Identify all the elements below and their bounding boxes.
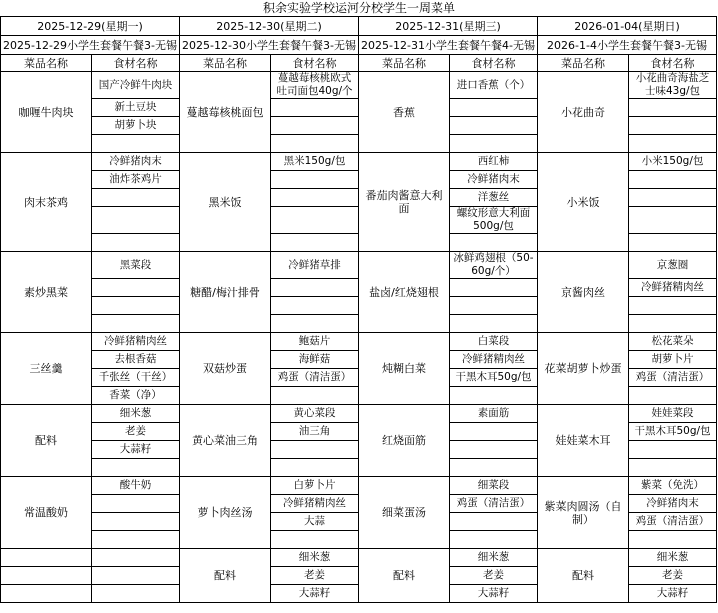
ingredient-cell: 细米葱 — [629, 549, 717, 567]
dish-name: 萝卜肉丝汤 — [180, 477, 271, 549]
ingredient-cell: 冷鲜猪精肉丝 — [450, 351, 538, 369]
ingredient-cell — [450, 135, 538, 153]
ingredient-cell: 鸡蛋（清洁蛋） — [271, 369, 359, 387]
ingredient-cell — [450, 441, 538, 459]
meal-label-1: 2025-12-30小学生套餐午餐3-无锡 — [180, 36, 359, 55]
ingredient-cell: 冷鲜猪肉末 — [92, 153, 180, 171]
ingredient-cell: 白萝卜片 — [271, 477, 359, 495]
ingredient-cell: 大蒜籽 — [629, 585, 717, 603]
ingredient-cell: 香菜（净） — [92, 387, 180, 405]
ingredient-cell — [450, 387, 538, 405]
dish-name: 花菜胡萝卜炒蛋 — [538, 333, 629, 405]
ingredient-cell: 冷鲜猪草排 — [271, 252, 359, 279]
ingredient-cell: 冷鲜猪精肉丝 — [92, 333, 180, 351]
ingredient-cell — [271, 117, 359, 135]
ingredient-cell — [450, 297, 538, 315]
ingredient-cell — [92, 207, 180, 234]
ingredient-cell: 大蒜籽 — [271, 585, 359, 603]
ingredient-cell — [92, 459, 180, 477]
ingredient-cell: 洋葱丝 — [450, 189, 538, 207]
ingredient-cell: 黄心菜段 — [271, 405, 359, 423]
ingredient-cell: 老姜 — [92, 423, 180, 441]
col-dish-header: 菜品名称 — [538, 55, 629, 72]
dish-name: 咖喱牛肉块 — [1, 72, 92, 153]
ingredient-cell: 老姜 — [629, 567, 717, 585]
ingredient-cell — [271, 234, 359, 252]
ingredient-cell — [629, 234, 717, 252]
dish-name: 红烧面筋 — [359, 405, 450, 477]
menu-table — [0, 16, 717, 603]
ingredient-cell — [629, 171, 717, 189]
ingredient-cell — [271, 207, 359, 234]
ingredient-cell — [629, 135, 717, 153]
ingredient-cell — [450, 234, 538, 252]
empty-cell — [92, 585, 180, 603]
ingredient-cell: 细菜段 — [450, 477, 538, 495]
ingredient-cell: 黑米150g/包 — [271, 153, 359, 171]
ingredient-cell — [629, 99, 717, 117]
ingredient-cell: 新土豆块 — [92, 99, 180, 117]
col-ingredient-header: 食材名称 — [450, 55, 538, 72]
col-dish-header: 菜品名称 — [359, 55, 450, 72]
ingredient-cell — [92, 189, 180, 207]
ingredient-cell: 海鲜菇 — [271, 351, 359, 369]
ingredient-cell — [271, 171, 359, 189]
ingredient-cell — [92, 531, 180, 549]
col-dish-header: 菜品名称 — [1, 55, 92, 72]
ingredient-cell — [92, 135, 180, 153]
dish-name: 常温酸奶 — [1, 477, 92, 549]
ingredient-cell: 冷鲜猪精肉丝 — [629, 279, 717, 297]
ingredient-cell — [629, 117, 717, 135]
ingredient-cell: 冰鲜鸡翅根（50-60g/个） — [450, 252, 538, 279]
dish-name: 小花曲奇 — [538, 72, 629, 153]
ingredient-cell: 大蒜籽 — [450, 585, 538, 603]
dish-name: 娃娃菜木耳 — [538, 405, 629, 477]
ingredient-cell — [92, 297, 180, 315]
dish-name: 双菇炒蛋 — [180, 333, 271, 405]
ingredient-cell — [271, 279, 359, 297]
ingredient-cell: 去根香菇 — [92, 351, 180, 369]
ingredient-cell — [271, 189, 359, 207]
dish-name: 细菜蛋汤 — [359, 477, 450, 549]
ingredient-cell — [629, 189, 717, 207]
ingredient-cell: 酸牛奶 — [92, 477, 180, 495]
ingredient-cell — [92, 279, 180, 297]
ingredient-cell: 冷鲜猪肉末 — [629, 495, 717, 513]
ingredient-cell — [450, 279, 538, 297]
ingredient-cell — [271, 99, 359, 117]
ingredient-cell — [450, 315, 538, 333]
ingredient-cell — [629, 441, 717, 459]
ingredient-cell — [271, 531, 359, 549]
ingredient-cell — [92, 513, 180, 531]
empty-cell — [92, 567, 180, 585]
ingredient-cell: 娃娃菜段 — [629, 405, 717, 423]
dish-name: 配料 — [1, 405, 92, 477]
dish-name: 配料 — [538, 549, 629, 603]
ingredient-cell: 油炸茶鸡片 — [92, 171, 180, 189]
col-dish-header: 菜品名称 — [180, 55, 271, 72]
ingredient-cell: 油三角 — [271, 423, 359, 441]
day-date-2: 2025-12-31(星期三) — [359, 17, 538, 36]
day-date-0: 2025-12-29(星期一) — [1, 17, 180, 36]
ingredient-cell: 小花曲奇海盐芝士味43g/包 — [629, 72, 717, 99]
ingredient-cell — [629, 387, 717, 405]
ingredient-cell — [450, 423, 538, 441]
day-date-3: 2026-01-04(星期日) — [538, 17, 717, 36]
ingredient-cell: 鲍菇片 — [271, 333, 359, 351]
ingredient-cell — [450, 117, 538, 135]
dish-name: 黑米饭 — [180, 153, 271, 252]
ingredient-cell — [92, 234, 180, 252]
ingredient-cell: 细米葱 — [92, 405, 180, 423]
ingredient-cell: 小米150g/包 — [629, 153, 717, 171]
dish-name: 小米饭 — [538, 153, 629, 252]
page-title: 积余实验学校运河分校学生一周菜单 — [262, 1, 455, 15]
ingredient-cell: 蔓越莓核桃欧式吐司面包40g/个 — [271, 72, 359, 99]
ingredient-cell: 鸡蛋（清洁蛋） — [450, 495, 538, 513]
ingredient-cell: 黑菜段 — [92, 252, 180, 279]
col-ingredient-header: 食材名称 — [92, 55, 180, 72]
ingredient-cell: 鸡蛋（清洁蛋） — [629, 513, 717, 531]
ingredient-cell — [629, 297, 717, 315]
ingredient-cell — [629, 207, 717, 234]
ingredient-cell: 紫菜（免洗） — [629, 477, 717, 495]
ingredient-cell: 素面筋 — [450, 405, 538, 423]
dish-name: 蔓越莓核桃面包 — [180, 72, 271, 153]
ingredient-cell: 冷鲜猪肉末 — [450, 171, 538, 189]
ingredient-cell: 老姜 — [450, 567, 538, 585]
ingredient-cell — [271, 135, 359, 153]
dish-name: 紫菜肉圆汤（自制） — [538, 477, 629, 549]
ingredient-cell — [629, 459, 717, 477]
ingredient-cell: 千张丝（干丝） — [92, 369, 180, 387]
ingredient-cell — [92, 495, 180, 513]
ingredient-cell: 进口香蕉（个） — [450, 72, 538, 99]
ingredient-cell: 冷鲜猪精肉丝 — [271, 495, 359, 513]
dish-name: 糖醋/梅汁排骨 — [180, 252, 271, 333]
meal-label-0: 2025-12-29小学生套餐午餐3-无锡 — [1, 36, 180, 55]
dish-name: 京酱肉丝 — [538, 252, 629, 333]
ingredient-cell: 国产冷鲜牛肉块 — [92, 72, 180, 99]
ingredient-cell — [450, 531, 538, 549]
ingredient-cell: 大蒜 — [271, 513, 359, 531]
ingredient-cell: 螺纹形意大利面500g/包 — [450, 207, 538, 234]
empty-cell — [1, 549, 92, 567]
ingredient-cell — [271, 459, 359, 477]
meal-label-3: 2026-1-4小学生套餐午餐3-无锡 — [538, 36, 717, 55]
ingredient-cell: 鸡蛋（清洁蛋） — [629, 369, 717, 387]
ingredient-cell — [271, 315, 359, 333]
ingredient-cell — [629, 531, 717, 549]
dish-name: 肉末茶鸡 — [1, 153, 92, 252]
col-ingredient-header: 食材名称 — [271, 55, 359, 72]
ingredient-cell — [450, 99, 538, 117]
ingredient-cell: 西红柿 — [450, 153, 538, 171]
dish-name: 番茄肉酱意大利面 — [359, 153, 450, 252]
dish-name: 香蕉 — [359, 72, 450, 153]
ingredient-cell: 细米葱 — [271, 549, 359, 567]
meal-label-2: 2025-12-31小学生套餐午餐4-无锡 — [359, 36, 538, 55]
ingredient-cell: 老姜 — [271, 567, 359, 585]
ingredient-cell — [92, 315, 180, 333]
ingredient-cell — [629, 315, 717, 333]
ingredient-cell — [271, 387, 359, 405]
ingredient-cell: 干黑木耳50g/包 — [629, 423, 717, 441]
dish-name: 黄心菜油三角 — [180, 405, 271, 477]
dish-name: 盐卤/红烧翅根 — [359, 252, 450, 333]
dish-name: 配料 — [359, 549, 450, 603]
dish-name: 配料 — [180, 549, 271, 603]
ingredient-cell: 京葱圈 — [629, 252, 717, 279]
ingredient-cell: 松花菜朵 — [629, 333, 717, 351]
ingredient-cell — [450, 513, 538, 531]
ingredient-cell: 大蒜籽 — [92, 441, 180, 459]
dish-name: 三丝羹 — [1, 333, 92, 405]
day-date-1: 2025-12-30(星期二) — [180, 17, 359, 36]
ingredient-cell: 干黑木耳50g/包 — [450, 369, 538, 387]
ingredient-cell: 胡萝卜块 — [92, 117, 180, 135]
ingredient-cell — [271, 441, 359, 459]
ingredient-cell — [450, 459, 538, 477]
ingredient-cell: 白菜段 — [450, 333, 538, 351]
ingredient-cell: 胡萝卜片 — [629, 351, 717, 369]
ingredient-cell — [271, 297, 359, 315]
empty-cell — [1, 585, 92, 603]
ingredient-cell: 细米葱 — [450, 549, 538, 567]
empty-cell — [92, 549, 180, 567]
col-ingredient-header: 食材名称 — [629, 55, 717, 72]
empty-cell — [1, 567, 92, 585]
dish-name: 素炒黑菜 — [1, 252, 92, 333]
dish-name: 炖糊白菜 — [359, 333, 450, 405]
